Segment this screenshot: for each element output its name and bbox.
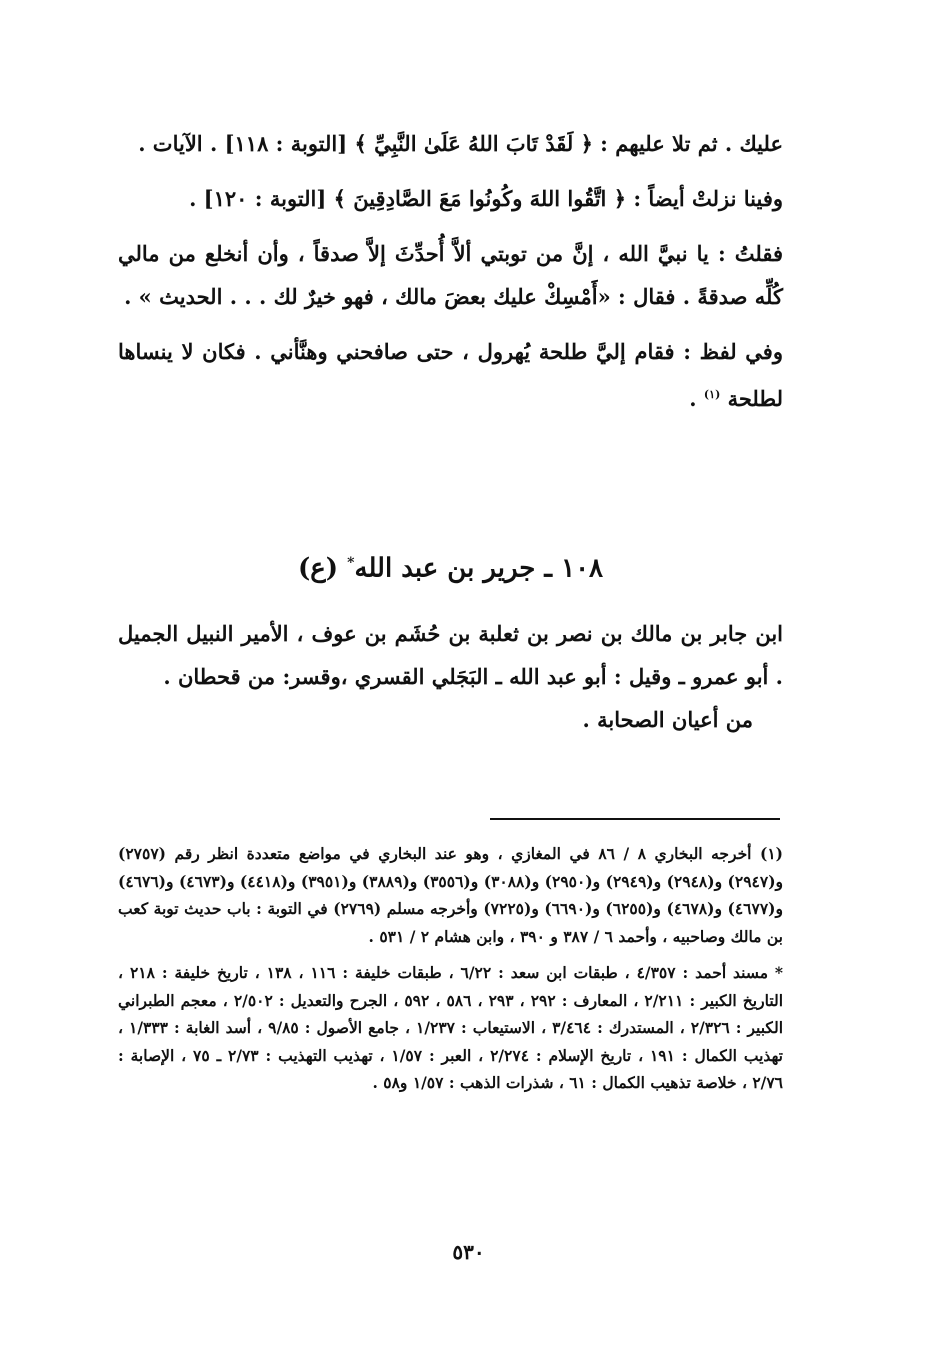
footnote: (١) أخرجه البخاري ٨ / ٨٦ في المغازي ، وهو عند البخاري في مواضع متعددة انظر رقم (٢٧٥٧) و(٢٩٤٧) و(٢٩٤٨) و(٢٩٤٩) و(٢٩٥٠) و(٣٠٨٨) و(٣٥٥٦) و(٣٨٨٩) و(٣٩٥١) و(٤٤١٨) و(٤٦٧٣) و(٤٦٧٦) و(٤٦٧٧) و(٤٦٧٨) و(٦٢٥٥) و(٦٦٩٠) و(٧٢٢٥) وأخرجه مسلم (٢٧٦٩) في التوبة : باب حديث توبة كعب بن مالك وصاحبيه ، وأحمد ٦ / ٣٨٧ و ٣٩٠ ، وابن هشام ٢ / ٥٣١ .	[118, 844, 784, 946]
footnotes	[118, 840, 783, 1106]
body-text	[118, 122, 783, 432]
footnote-reference: (١)	[703, 388, 721, 401]
body-paragraph-text: وفي لفظ : فقام إليَّ طلحة يُهرول ، حتى صافحني وهنَّأني . فكان لا ينساها لطلحة	[118, 339, 783, 411]
biography-paragraph: ابن جابر بن مالك بن نصر بن ثعلبة بن حُشَم بن عوف ، الأمير النبيل الجميل . أبو عمرو ـ وقيل : أبو عبد الله ـ البَجَلي القسري ،وقسر: من قحطان .	[118, 621, 783, 689]
body-paragraph: فقلتُ : يا نبيَّ الله ، إنَّ من توبتي ألاَّ أُحدِّثَ إلاَّ صدقاً ، وأن أنخلع من مالي كُلِّه صدقةً . فقال : «أَمْسِكْ عليك بعضَ مالك ، فهو خيرٌ لك . . . الحديث » .	[118, 241, 783, 309]
heading-star-marker: *	[347, 555, 355, 571]
page-number: ٥٣٠	[452, 1240, 485, 1264]
biography-text	[118, 612, 783, 753]
body-paragraph	[118, 330, 783, 420]
body-paragraph: وفينا نزلتْ أيضاً : ﴿ اتَّقُوا اللهَ وكُونُوا مَعَ الصَّادِقِينَ ﴾ [التوبة : ١٢٠] .	[189, 186, 783, 211]
heading-title: ١٠٨ ـ جرير بن عبد الله	[354, 553, 604, 584]
footnote-sources: * مسند أحمد : ٤/٣٥٧ ، طبقات ابن سعد : ٦/٢٢ ، طبقات خليفة : ١١٦ ، ١٣٨ ، تاريخ خليفة : ٢١٨ ، التاريخ الكبير : ٢/٢١١ ، المعارف : ٢٩٢ ، ٢٩٣ ، ٥٨٦ ، ٥٩٢ ، الجرح والتعديل : ٢/٥٠٢ ، معجم الطبراني الكبير : ٢/٣٢٦ ، المستدرك : ٣/٤٦٤ ، الاستيعاب : ١/٢٣٧ ، جامع الأصول : ٩/٨٥ ، أسد الغابة : ١/٣٣٣ ، تهذيب الكمال : ١٩١ ، تاريخ الإسلام : ٢/٢٧٤ ، العبر : ١/٥٧ ، تهذيب التهذيب : ٢/٧٣ ـ ٧٥ ، الإصابة : ٢/٧٦ ، خلاصة تذهيب الكمال : ٦١ ، شذرات الذهب : ١/٥٧ و٥٨ .	[118, 963, 784, 1092]
footnote-separator	[490, 818, 780, 820]
biography-heading	[118, 543, 783, 589]
biography-paragraph: من أعيان الصحابة .	[582, 707, 753, 732]
paragraph-end: .	[689, 386, 704, 411]
heading-tag: (ع)	[297, 553, 339, 584]
body-paragraph: عليك . ثم تلا عليهم : ﴿ لَقَدْ تَابَ اللهُ عَلَىٰ النَّبِيِّ ﴾ [التوبة : ١١٨] . الآيات .	[138, 131, 783, 156]
